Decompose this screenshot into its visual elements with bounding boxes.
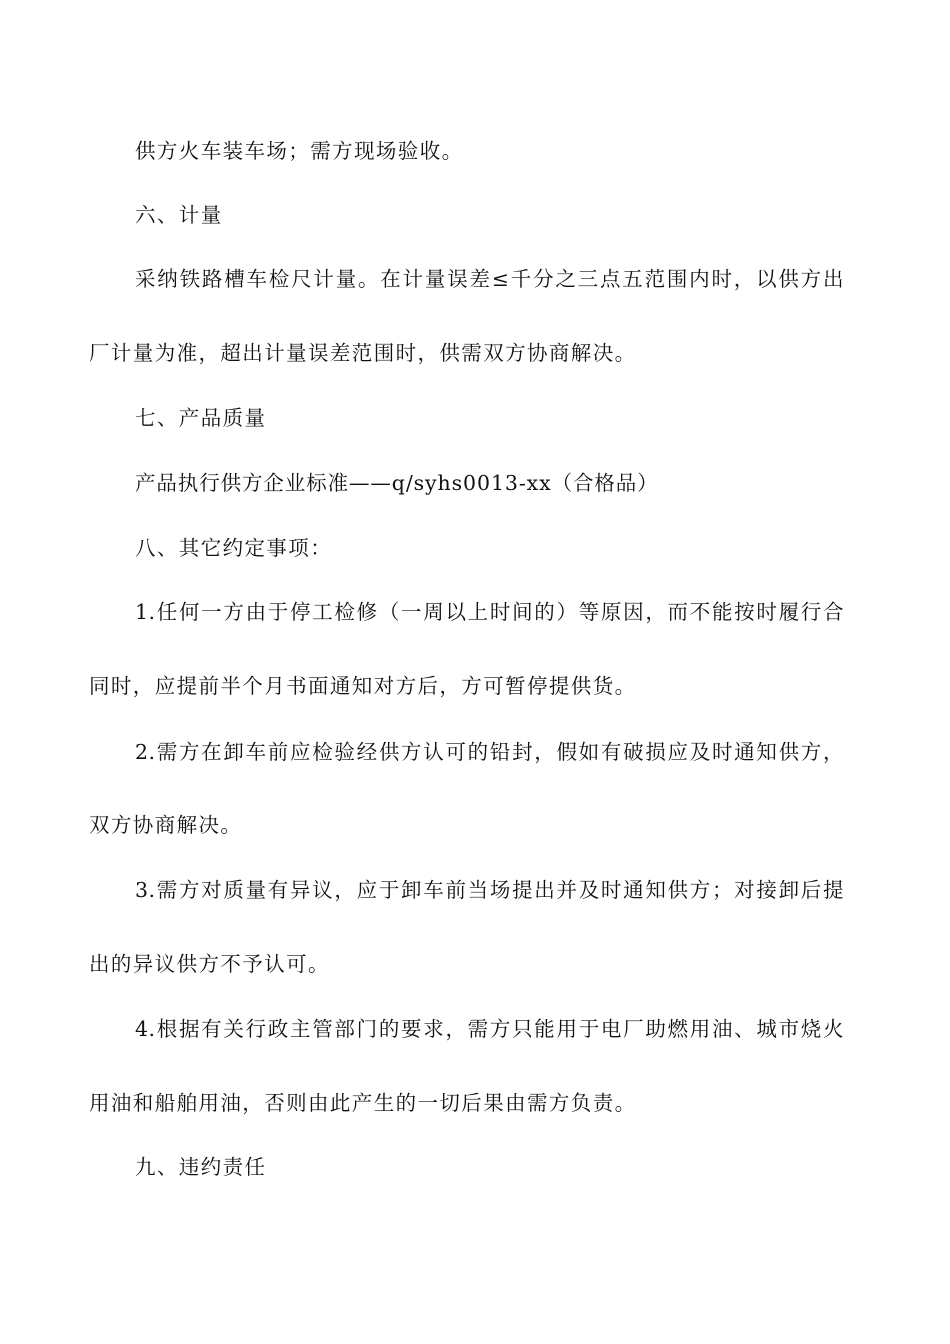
paragraph-delivery-acceptance: 供方火车装车场；需方现场验收。 [135,139,464,163]
paragraph-term-4-line-1: 4.根据有关行政主管部门的要求，需方只能用于电厂助燃用油、城市烧火 [135,1017,844,1041]
paragraph-term-3-line-2: 出的异议供方不予认可。 [89,952,330,976]
paragraph-quality-standard: 产品执行供方企业标准——q/syhs0013-xx（合格品） [135,471,659,495]
paragraph-term-4-line-2: 用油和船舶用油，否则由此产生的一切后果由需方负责。 [89,1091,637,1115]
section-heading-product-quality: 七、产品质量 [135,406,267,430]
paragraph-term-2-line-2: 双方协商解决。 [89,813,243,837]
paragraph-measurement-line-2: 厂计量为准，超出计量误差范围时，供需双方协商解决。 [89,341,637,365]
paragraph-term-1-line-2: 同时，应提前半个月书面通知对方后，方可暂停提供货。 [89,674,637,698]
paragraph-term-2-line-1: 2.需方在卸车前应检验经供方认可的铅封，假如有破损应及时通知供方， [135,740,844,764]
section-heading-other-terms: 八、其它约定事项： [135,536,333,560]
paragraph-term-3-line-1: 3.需方对质量有异议，应于卸车前当场提出并及时通知供方；对接卸后提 [135,878,844,902]
section-heading-breach-liability: 九、违约责任 [135,1155,267,1179]
paragraph-measurement-line-1: 采纳铁路槽车检尺计量。在计量误差≤千分之三点五范围内时，以供方出 [135,267,844,291]
paragraph-term-1-line-1: 1.任何一方由于停工检修（一周以上时间的）等原因，而不能按时履行合 [135,600,844,624]
section-heading-measurement: 六、计量 [135,203,223,227]
